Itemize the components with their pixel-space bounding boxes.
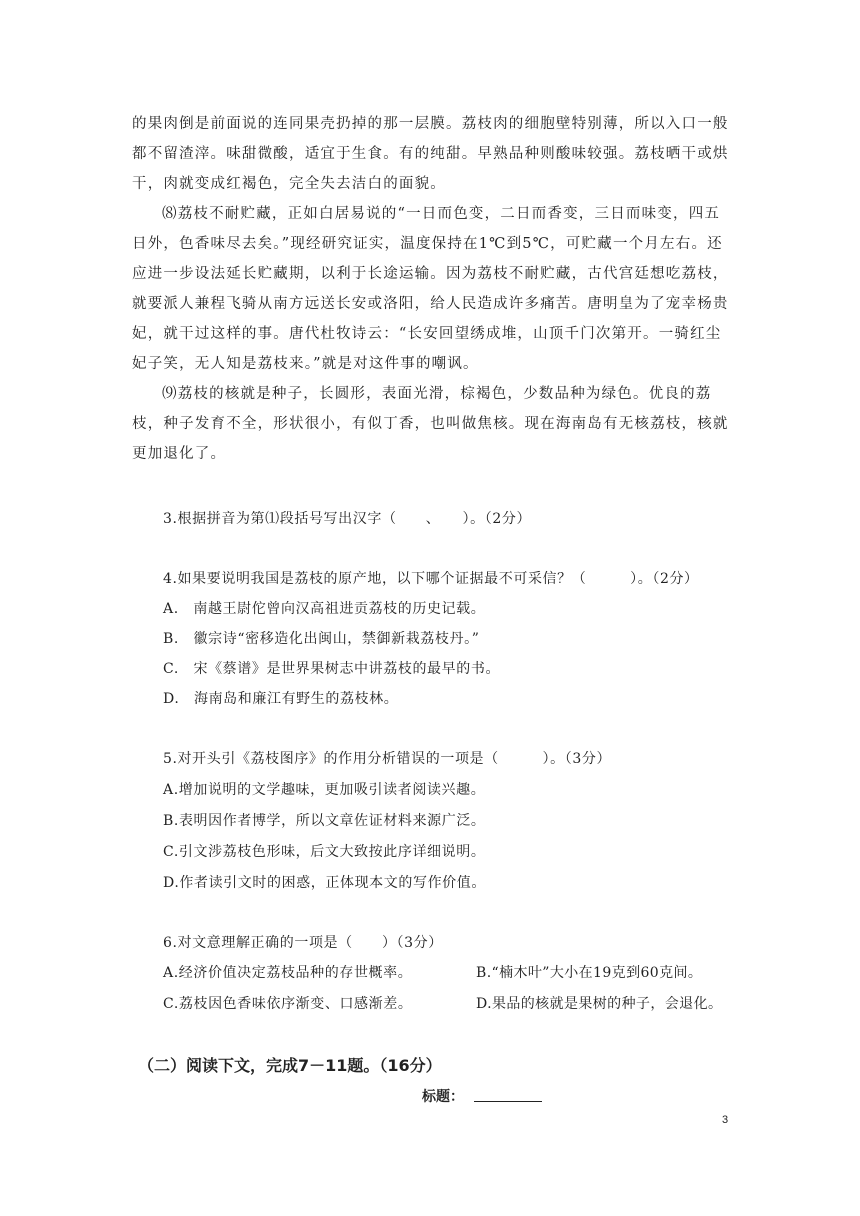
question-4-stem: 4.如果要说明我国是荔枝的原产地，以下哪个证据最不可采信？（ ）。（2分） — [163, 571, 699, 587]
question-5-option-d: D.作者读引文时的困惑，正体现本文的写作价值。 — [163, 875, 486, 891]
question-6-option-b: B.“楠木叶”大小在19克到60克间。 — [476, 965, 703, 981]
title-label: 标题： — [422, 1089, 464, 1105]
question-6-option-a: A.经济价值决定荔枝品种的存世概率。 — [163, 965, 413, 981]
question-5-option-b: B.表明因作者博学，所以文章佐证材料来源广泛。 — [163, 813, 486, 829]
question-6-option-d: D.果品的核就是果树的种子，会退化。 — [476, 996, 723, 1012]
question-5-option-a: A.增加说明的文学趣味，更加吸引读者阅读兴趣。 — [163, 782, 486, 798]
question-4-option-a: A. 南越王尉佗曾向汉高祖进贡荔枝的历史记载。 — [163, 601, 486, 617]
question-4-option-d: D. 海南岛和廉江有野生的荔枝林。 — [163, 691, 399, 707]
question-3-stem: 3.根据拼音为第⑴段括号写出汉字（ 、 ）。（2分） — [163, 511, 532, 527]
title-answer-blank — [474, 1101, 542, 1102]
question-4-option-c: C. 宋《蔡谱》是世界果树志中讲荔枝的最早的书。 — [163, 661, 501, 677]
passage-paragraph-8: ⑻荔枝不耐贮藏，正如白居易说的“一日而色变，二日而香变，三日而味变，四五日外，色香味尽去矣。”现经研究证实，温度保持在1℃到5℃，可贮藏一个月左右。还应进一步设法延长贮藏期，以利于长途运输。因为荔枝不耐贮藏，古代宫廷想吃荔枝，就要派人兼程飞骑从南方远送长安或洛阳，给人民造成许多痛苦。唐明皇为了宠幸杨贵妃，就干过这样的事。唐代杜牧诗云：“长安回望绣成堆，山顶千门次第开。一骑红尘妃子笑，无人知是荔枝来。”就是对这件事的嘲讽。 — [132, 206, 729, 372]
question-5-stem: 5.对开头引《荔枝图序》的作用分析错误的一项是（ ）。（3分） — [163, 751, 612, 767]
question-4-option-b: B. 徽宗诗“密移造化出闽山，禁御新栽荔枝丹。” — [163, 631, 480, 647]
passage-paragraph-9: ⑼荔枝的核就是种子，长圆形，表面光滑，棕褐色，少数品种为绿色。优良的荔枝，种子发育不全，形状很小，有似丁香，也叫做焦核。现在海南岛有无核荔枝，核就更加退化了。 — [132, 386, 729, 462]
passage-paragraph-continued: 的果肉倒是前面说的连同果壳扔掉的那一层膜。荔枝肉的细胞壁特别薄，所以入口一般都不留渣滓。味甜微酸，适宜于生食。有的纯甜。早熟品种则酸味较强。荔枝晒干或烘干，肉就变成红褐色，完全失去洁白的面貌。 — [132, 116, 729, 192]
question-6-stem: 6.对文意理解正确的一项是（ ）（3分） — [163, 935, 443, 951]
question-6-option-c: C.荔枝因色香味依序渐变、口感渐差。 — [163, 996, 413, 1012]
section-heading: （二）阅读下文，完成7－11题。（16分） — [138, 1056, 442, 1075]
question-5-option-c: C.引文涉荔枝色形味，后文大致按此序详细说明。 — [163, 844, 486, 860]
page-number: 3 — [722, 1114, 729, 1126]
